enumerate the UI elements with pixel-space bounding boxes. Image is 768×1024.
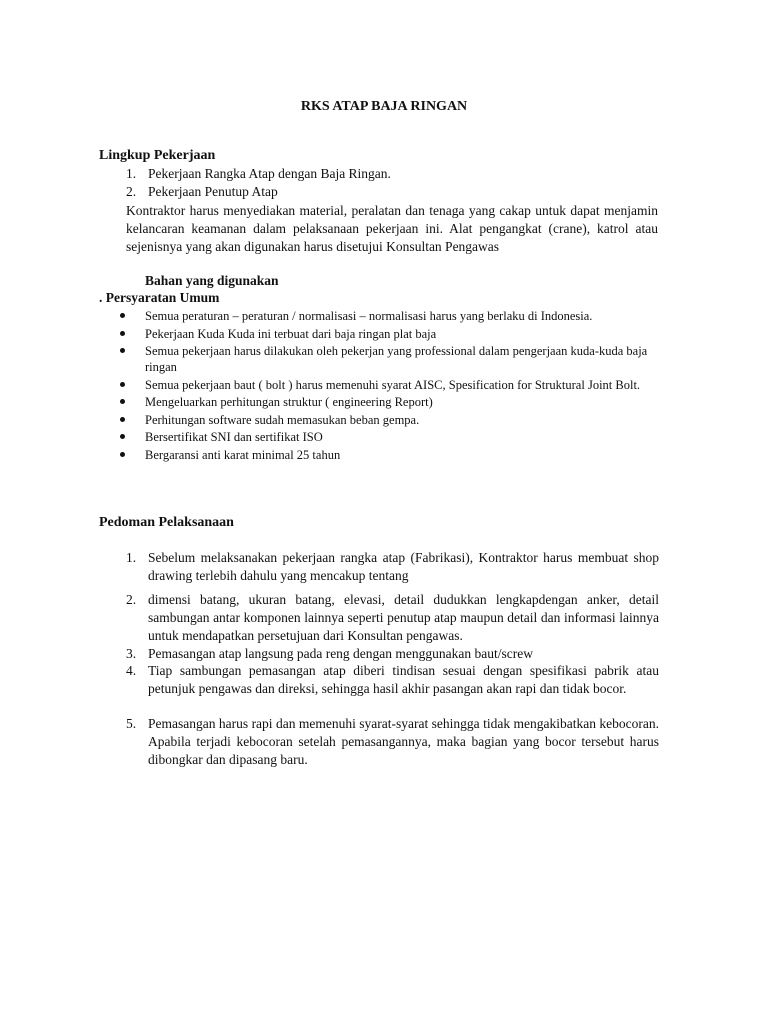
document-title: RKS ATAP BAJA RINGAN — [300, 99, 468, 114]
requirements-list — [118, 308, 663, 464]
list-number: 1. — [126, 166, 137, 181]
list-item — [126, 549, 659, 585]
list-item-text: Perhitungan software sudah memasukan beban gempa. — [145, 412, 420, 427]
list-item — [126, 183, 278, 201]
list-item-text: Semua pekerjaan harus dilakukan oleh pekerjan yang professional dalam pengerjaan kuda-kuda baja ringan — [145, 344, 648, 374]
section-heading-lingkup: Lingkup Pekerjaan — [99, 148, 216, 163]
list-item-text: Pekerjaan Kuda Kuda ini terbuat dari baja ringan plat baja — [145, 326, 437, 341]
list-item — [126, 165, 391, 183]
list-item-text: Tiap sambungan pemasangan atap diberi tindisan sesuai dengan spesifikasi pabrik atau petunjuk pengawas dan direksi, sehingga hasil akhir pasangan akan rapi dan tidak bocor. — [148, 663, 659, 696]
list-item-text: Sebelum melaksanakan pekerjaan rangka atap (Fabrikasi), Kontraktor harus membuat shop drawing terlebih dahulu yang mencakup tentang — [148, 550, 659, 583]
list-item-text: Mengeluarkan perhitungan struktur ( engineering Report) — [145, 395, 433, 409]
subsection-heading-persyaratan: . Persyaratan Umum — [99, 290, 220, 305]
list-item — [126, 662, 659, 698]
list-item-text: Semua pekerjaan baut ( bolt ) harus memenuhi syarat AISC, Spesification for Struktural Joint Bolt. — [145, 377, 641, 392]
list-item — [118, 447, 663, 463]
list-item-text: Pekerjaan Rangka Atap dengan Baja Ringan. — [148, 166, 391, 181]
bullet-icon — [120, 313, 125, 318]
bullet-icon — [120, 348, 125, 353]
list-item — [118, 412, 663, 428]
list-number: 2. — [126, 592, 137, 607]
section-heading-bahan: Bahan yang digunakan — [145, 273, 279, 288]
list-item — [118, 343, 663, 375]
list-number: 1. — [126, 550, 137, 565]
list-item — [126, 591, 659, 645]
list-item — [118, 326, 663, 342]
list-number: 3. — [126, 646, 137, 661]
bullet-icon — [120, 331, 125, 336]
bullet-icon — [120, 382, 125, 387]
list-item — [118, 377, 663, 393]
list-item — [118, 308, 663, 324]
list-item-text: Bersertifikat SNI dan sertifikat ISO — [145, 430, 323, 444]
list-item-text: Semua peraturan – peraturan / normalisasi – normalisasi harus yang berlaku di Indonesia. — [145, 309, 593, 323]
list-item-text: dimensi batang, ukuran batang, elevasi, detail dudukkan lengkapdengan anker, detail sambungan antar komponen lainnya seperti penutup atap maupun detail dan informasi lainnya untuk mendapatkan persetujuan dari Konsultan pengawas. — [148, 592, 659, 643]
bullet-icon — [120, 417, 125, 422]
list-item — [126, 715, 659, 769]
list-item-text: Pekerjaan Penutup Atap — [148, 184, 278, 199]
list-number: 2. — [126, 184, 137, 199]
bullet-icon — [120, 399, 125, 404]
list-item-text: Pemasangan harus rapi dan memenuhi syarat-syarat sehingga tidak mengakibatkan kebocoran. Apabila terjadi kebocoran setelah pemasangannya, maka bagian yang bocor tersebut harus dibongkar dan dipasang baru. — [148, 716, 659, 767]
bullet-icon — [120, 452, 125, 457]
section-heading-pedoman: Pedoman Pelaksanaan — [99, 515, 234, 530]
scope-paragraph: Kontraktor harus menyediakan material, peralatan dan tenaga yang cakap untuk dapat menjamin kelancaran keamanan dalam pelaksanaan pekerjaan ini. Alat pengangkat (crane), katrol atau sejenisnya yang akan digunakan harus disetujui Konsultan Pengawas — [126, 203, 658, 254]
list-item — [126, 645, 659, 663]
list-number: 4. — [126, 663, 137, 678]
list-item — [118, 394, 663, 410]
list-item — [118, 429, 663, 445]
list-item-text: Bergaransi anti karat minimal 25 tahun — [145, 447, 341, 462]
list-number: 5. — [126, 716, 137, 731]
bullet-icon — [120, 434, 125, 439]
list-item-text: Pemasangan atap langsung pada reng dengan menggunakan baut/screw — [148, 646, 533, 661]
